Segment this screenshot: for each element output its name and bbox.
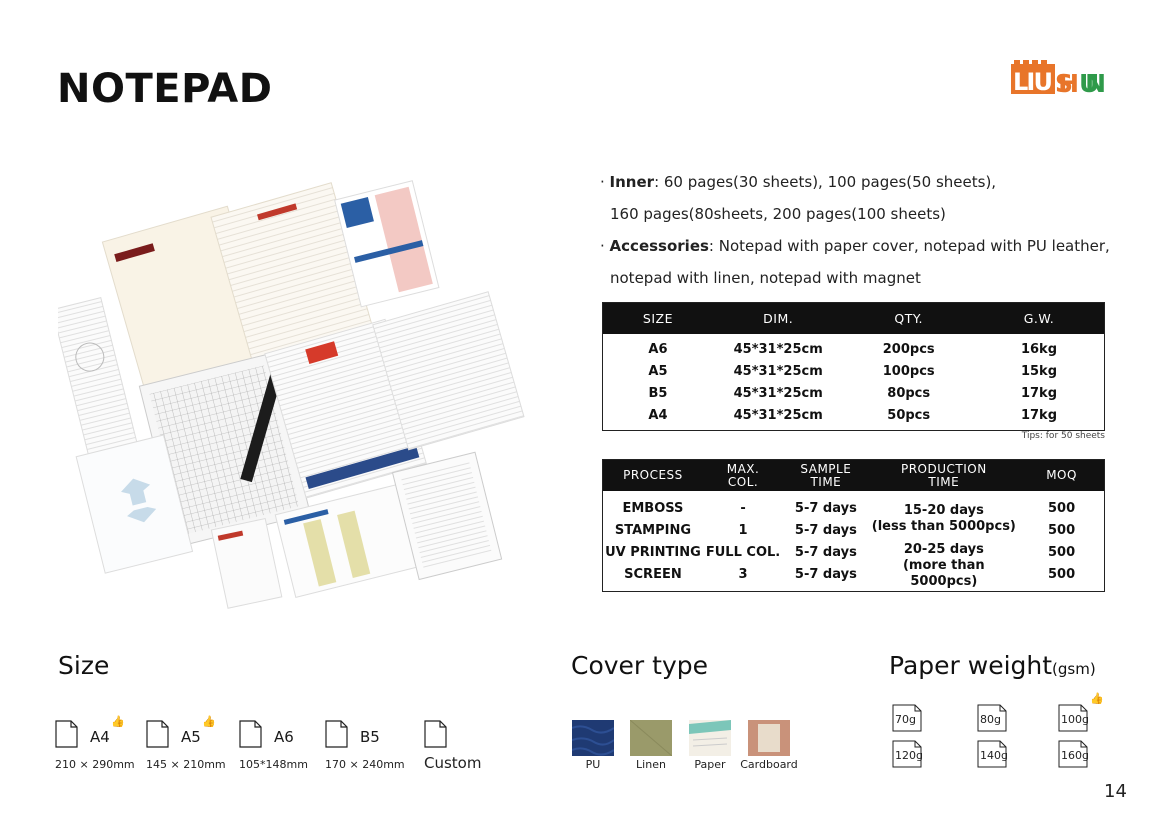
cell-process: STAMPING [614, 522, 692, 538]
cardboard-swatch [748, 720, 790, 756]
header-dim: DIM. [713, 303, 844, 335]
size-dims: Custom [424, 754, 482, 772]
cell-size: A4 [648, 407, 668, 423]
weight-label: 160g [1061, 749, 1089, 762]
thumbs-up-icon: 👍 [111, 715, 125, 728]
inner-spec-cont [600, 198, 1120, 230]
header-moq [1019, 460, 1104, 492]
inner-text-1: : 60 pages(30 sheets), 100 pages(50 sheets), [654, 173, 997, 191]
weight-100g [1058, 692, 1104, 732]
size-label: A6 [274, 728, 294, 746]
header-moq-label: MOQ [1046, 468, 1077, 482]
cell-gw: 15kg [1020, 363, 1057, 379]
page-icon [239, 720, 262, 748]
cell-dim: 45*31*25cm [733, 385, 823, 401]
cell-sample: 5-7 days [794, 522, 857, 538]
process-table-header [603, 460, 1105, 492]
header-max-col-1: MAX. [726, 461, 760, 476]
accessories-text-1: : Notepad with paper cover, notepad with PU leather, [708, 237, 1110, 255]
cell-dim: 45*31*25cm [733, 363, 823, 379]
cell-production-2 [869, 541, 1020, 592]
weight-70g [892, 704, 922, 732]
cell-production-1 [869, 491, 1020, 541]
header-prod-1: PRODUCTION [900, 461, 987, 476]
size-dims: 170 × 240mm [325, 758, 405, 771]
thumbs-up-icon: 👍 [202, 715, 216, 728]
spec-description [600, 166, 1120, 294]
cell-sample: 5-7 days [794, 500, 857, 516]
cell-max-col: - [740, 500, 746, 516]
header-size: SIZE [603, 303, 713, 335]
page-icon [146, 720, 169, 748]
page-icon [325, 720, 348, 748]
paper-weight-title: Paper weight [889, 651, 1053, 680]
svg-text:LIU: LIU [1013, 68, 1053, 96]
page-title: NOTEPAD [57, 66, 273, 112]
header-sample-time [783, 460, 868, 492]
paper-swatch [689, 720, 731, 756]
accessories-spec-cont [600, 262, 1120, 294]
size-dims: 210 × 290mm [55, 758, 135, 771]
weight-160g [1058, 740, 1088, 768]
table-row [603, 491, 1105, 519]
header-sample-1: SAMPLE [800, 461, 852, 476]
inner-spec: · Inner: 60 pages(30 sheets), 100 pages(50 sheets), [600, 173, 997, 191]
cell-qty: 200pcs [882, 341, 935, 357]
table-row [603, 563, 1105, 592]
cell-dim: 45*31*25cm [733, 407, 823, 423]
size-heading: Size [58, 651, 110, 680]
table-row [603, 360, 1105, 382]
cell-process: SCREEN [624, 566, 682, 582]
packing-table-header [603, 303, 1105, 335]
cell-moq: 500 [1047, 500, 1076, 516]
cover-type-heading: Cover type [571, 651, 708, 680]
packing-table [602, 302, 1105, 431]
cell-process: UV PRINTING [605, 544, 701, 560]
production-1b: (less than 5000pcs) [871, 519, 1016, 534]
notepad-product-photo [58, 168, 538, 618]
table-row [603, 404, 1105, 431]
header-production-time [869, 460, 1020, 492]
cell-dim: 45*31*25cm [733, 341, 823, 357]
cell-gw: 17kg [1020, 385, 1057, 401]
cell-sample: 5-7 days [794, 566, 857, 582]
cell-sample: 5-7 days [794, 544, 857, 560]
header-qty: QTY. [843, 303, 974, 335]
weight-label: 80g [980, 713, 1001, 726]
accessories-spec: · Accessories: Notepad with paper cover, notepad with PU leather, [600, 237, 1110, 255]
weight-80g [977, 704, 1007, 732]
cover-label-linen: Linen [636, 758, 666, 771]
pu-swatch [572, 720, 614, 756]
header-max-col-2: COL. [727, 474, 759, 489]
page-number: 14 [1104, 781, 1127, 802]
weight-120g [892, 740, 922, 768]
table-row [603, 541, 1105, 563]
production-2b: (more than 5000pcs) [902, 558, 985, 589]
table-row [603, 334, 1105, 360]
cell-max-col: 3 [738, 566, 748, 582]
header-gw: G.W. [974, 303, 1105, 335]
cell-qty: 100pcs [882, 363, 935, 379]
cell-gw: 16kg [1020, 341, 1057, 357]
inner-text-2: 160 pages(80sheets, 200 pages(100 sheets) [610, 205, 946, 223]
weight-label: 140g [980, 749, 1008, 762]
header-prod-2: TIME [928, 474, 960, 489]
svg-text:UN: UN [1079, 69, 1106, 98]
weight-140g [977, 740, 1007, 768]
header-process-label: PROCESS [623, 468, 683, 482]
size-dims: 145 × 210mm [146, 758, 226, 771]
header-max-col [703, 460, 783, 492]
production-2a: 20-25 days [903, 542, 984, 557]
cover-label-cardboard: Cardboard [740, 758, 798, 771]
size-label: B5 [360, 728, 380, 746]
table-tips: Tips: for 50 sheets [1021, 431, 1105, 441]
cell-moq: 500 [1047, 544, 1076, 560]
accessories-label: Accessories [609, 237, 709, 255]
svg-text:SH: SH [1055, 69, 1079, 98]
cell-size: B5 [648, 385, 668, 401]
linen-swatch [630, 720, 672, 756]
process-table [602, 459, 1105, 592]
cell-max-col: 1 [738, 522, 748, 538]
cell-process: EMBOSS [622, 500, 684, 516]
cover-label-pu: PU [585, 758, 601, 771]
accessories-text-2: notepad with linen, notepad with magnet [610, 269, 921, 287]
cell-size: A6 [648, 341, 668, 357]
cell-moq: 500 [1047, 566, 1076, 582]
paper-weight-heading [889, 651, 1096, 680]
cover-label-paper: Paper [694, 758, 726, 771]
production-1a: 15-20 days [903, 503, 984, 518]
weight-label: 100g [1061, 713, 1089, 726]
cell-qty: 80pcs [887, 385, 931, 401]
header-sample-2: TIME [810, 474, 842, 489]
size-dims: 105*148mm [239, 758, 308, 771]
size-label: A5 [181, 728, 201, 746]
paper-weight-unit: (gsm) [1052, 660, 1096, 678]
cell-gw: 17kg [1020, 407, 1057, 423]
header-process [603, 460, 703, 492]
weight-label: 120g [895, 749, 923, 762]
cell-size: A5 [648, 363, 668, 379]
page-icon [424, 720, 447, 748]
cell-qty: 50pcs [887, 407, 931, 423]
thumbs-up-icon: 👍 [1090, 692, 1104, 705]
cell-max-col: FULL COL. [705, 544, 781, 560]
inner-label: Inner [609, 173, 655, 191]
weight-label: 70g [895, 713, 916, 726]
page-icon [55, 720, 78, 748]
liushun-logo [1011, 60, 1107, 98]
table-row [603, 519, 1105, 541]
table-row [603, 382, 1105, 404]
size-label: A4 [90, 728, 110, 746]
cell-moq: 500 [1047, 522, 1076, 538]
